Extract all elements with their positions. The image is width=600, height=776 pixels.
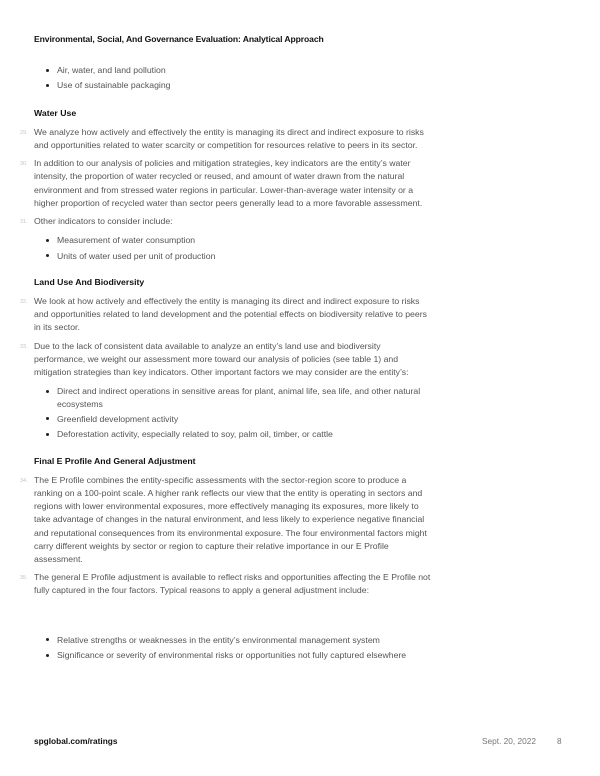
paragraph-number: 31. — [20, 219, 28, 225]
running-header: Environmental, Social, And Governance Evaluation: Analytical Approach — [34, 34, 324, 44]
paragraph-31 — [20, 215, 434, 228]
paragraph-32 — [20, 295, 434, 335]
paragraph-number: 29. — [20, 129, 28, 136]
adjustment-reason-list — [34, 634, 434, 662]
list-item: Units of water used per unit of production — [44, 250, 434, 262]
water-indicator-list — [34, 234, 434, 262]
paragraph-number: 32. — [20, 298, 28, 305]
paragraph-text: We look at how actively and effectively the entity is managing its direct and indirect exposure to risks and opportunities related to land development and the potential effects on biodiversity relative to peers in its sector. — [34, 295, 427, 333]
section-heading-final-e-profile: Final E Profile And General Adjustment — [34, 455, 196, 466]
list-item: Relative strengths or weaknesses in the entity’s environmental management system — [44, 634, 434, 646]
paragraph-text: The E Profile combines the entity-specific assessments with the sector-region score to produce a ranking on a 100-point scale. A higher rank reflects our view that the entity is operating in sectors and regions with lower environmental exposures, more effectively managing its exposures, more likely to take advantage of changes in the natural environment, and less likely to experience negative financial and reputational consequences from its environmental exposure. The four environmental factors might carry different weights by sector or region to capture their relative importance in our E Profile assessment. — [34, 474, 427, 564]
list-item: Significance or severity of environmental risks or opportunities not fully captured elsewhere — [44, 649, 434, 661]
paragraph-text: The general E Profile adjustment is available to reflect risks and opportunities affecting the E Profile not fully captured in the four factors. Typical reasons to apply a general adjustment include: — [34, 572, 431, 596]
list-item: Measurement of water consumption — [44, 234, 434, 246]
paragraph-text: Other indicators to consider include: — [34, 216, 173, 226]
paragraph-number: 30. — [20, 161, 28, 168]
paragraph-text: We analyze how actively and effectively the entity is managing its direct and indirect exposure to risks and opportunities related to water scarcity or competition for resources relative to peers in its sector. — [34, 126, 424, 150]
list-item: Use of sustainable packaging — [44, 79, 434, 91]
paragraph-29 — [20, 126, 434, 152]
list-item: Direct and indirect operations in sensitive areas for plant, animal life, sea life, and other natural ecosystems — [44, 385, 434, 410]
paragraph-text: Due to the lack of consistent data available to analyze an entity’s land use and biodiversity performance, we weight our assessment more toward our analysis of policies (see table 1) and mitigation strategies than key indicators. Other important factors we may consider are the entity’s: — [34, 340, 409, 377]
pollution-bullet-list — [34, 64, 434, 92]
section-heading-water-use: Water Use — [34, 107, 77, 118]
list-item: Greenfield development activity — [44, 413, 434, 425]
list-item: Air, water, and land pollution — [44, 64, 434, 76]
paragraph-34 — [20, 474, 434, 566]
footer-website-link[interactable]: spglobal.com/ratings — [34, 736, 118, 746]
paragraph-number: 35. — [20, 575, 28, 582]
paragraph-number: 33. — [20, 343, 28, 350]
page-number: 8 — [557, 736, 562, 746]
land-factor-list — [34, 385, 434, 441]
paragraph-30 — [20, 157, 434, 210]
list-item: Deforestation activity, especially related to soy, palm oil, timber, or cattle — [44, 428, 434, 440]
paragraph-35 — [20, 571, 434, 597]
footer-date: Sept. 20, 2022 — [482, 736, 536, 746]
paragraph-number: 34. — [20, 477, 28, 484]
section-heading-land-use: Land Use And Biodiversity — [34, 276, 145, 287]
paragraph-text: In addition to our analysis of policies and mitigation strategies, key indicators are the entity’s water intensity, the proportion of water recycled or reused, and amount of water drawn from the natural environment and from stressed water regions in particular. Lower-than-average water intensity or a higher proportion of recycled water than sector peers generally lead to a more favorable assessment. — [34, 158, 423, 208]
page-content — [20, 64, 434, 665]
paragraph-33 — [20, 340, 434, 380]
